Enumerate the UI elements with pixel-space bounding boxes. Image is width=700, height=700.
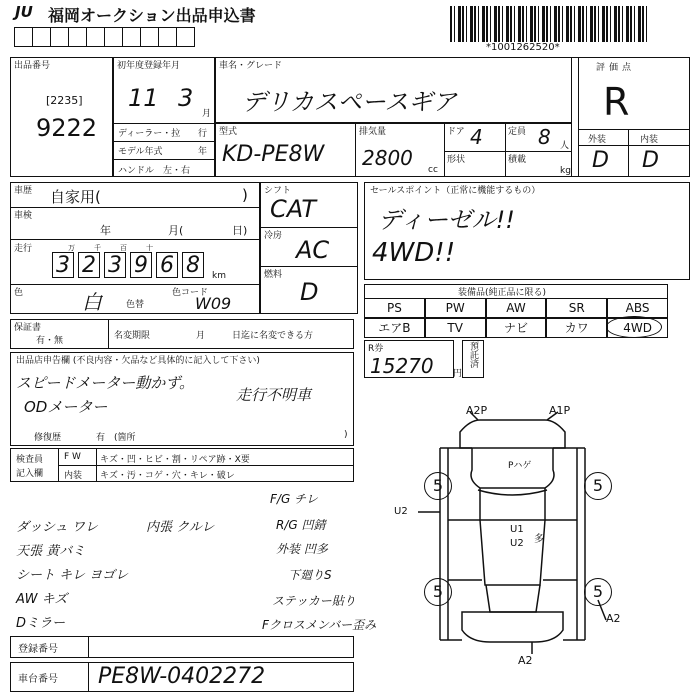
equipment-4wd-circle <box>606 316 662 338</box>
inspector-left-note: 天張 黄バミ <box>16 544 86 559</box>
equipment-item: エアB <box>364 318 425 338</box>
mileage-unit: km <box>212 271 226 281</box>
diagram-phage: Pハゲ <box>508 461 532 471</box>
grade-value: R <box>603 80 630 124</box>
diagram-a2-bottom: A2 <box>518 654 533 667</box>
exterior-label: 外装 <box>588 135 607 145</box>
inspector-right-note: ステッカー貼り <box>272 594 356 608</box>
interior-label: 内装 <box>640 135 659 145</box>
mileage-unit-mark: 百 <box>120 244 127 252</box>
tire-circle-rear-right: 5 <box>584 578 612 606</box>
inspection-month: 月( <box>168 224 184 237</box>
first-reg-month-unit: 月 <box>202 109 212 119</box>
equipment-item: PW <box>425 298 486 318</box>
entry-boxes <box>14 27 195 47</box>
barcode-number: *1001262520* <box>486 42 560 53</box>
barcode <box>450 6 650 42</box>
color-change-label: 色替 <box>126 300 145 310</box>
in-text: キズ・汚・コゲ・穴・キレ・破レ <box>100 471 235 481</box>
inspector-label-1: 検査員 <box>16 455 44 465</box>
cc-value: 2800 <box>362 146 413 170</box>
tire-circle-front-left: 5 <box>424 472 452 500</box>
first-reg-year: 11 <box>128 84 159 112</box>
model-value: KD-PE8W <box>222 142 325 167</box>
repair-close: ) <box>344 430 348 440</box>
inspection-day: 日) <box>232 224 248 237</box>
fw-label: F W <box>64 452 81 462</box>
repair-label: 修復歴 <box>34 433 62 443</box>
cc-label: 排気量 <box>359 127 387 137</box>
middle-note: 内張 クルレ <box>146 520 215 535</box>
diagram-a1p: A1P <box>549 404 571 417</box>
inspection-label: 車検 <box>14 211 33 221</box>
mileage-unit-mark: 万 <box>68 244 75 252</box>
handle-label: ハンドル 左・右 <box>118 166 191 176</box>
logo: JU <box>15 3 33 21</box>
recycle-unit: 円 <box>453 369 463 379</box>
inspector-left-note: AW キズ <box>16 592 68 607</box>
mileage-digit: 3 <box>52 252 74 278</box>
grade-label: 評価点 <box>596 63 636 73</box>
inspector-left-note: ダッシュ ワレ <box>16 520 98 535</box>
warranty-label: 保証書 <box>14 323 42 333</box>
mileage-digit: 6 <box>156 252 178 278</box>
inspector-label-2: 記入欄 <box>16 469 44 479</box>
sales-point-line2: 4WD!! <box>372 238 456 268</box>
ac-value: AC <box>296 236 330 264</box>
deposit-label: 預託済 <box>468 341 478 368</box>
equipment-item: ナビ <box>486 318 547 338</box>
inspector-right-note: Fクロスメンバー歪み <box>262 618 377 632</box>
cc-unit: cc <box>428 165 438 175</box>
notes-label: 出品店申告欄 (不良内容・欠品など具体的に記入して下さい) <box>16 356 260 366</box>
tire-circle-front-right: 5 <box>584 472 612 500</box>
sales-point-line1: ディーゼル!! <box>378 206 515 234</box>
equipment-label: 装備品(純正品に限る) <box>458 288 547 298</box>
shape-label: 形状 <box>447 155 466 165</box>
capacity-unit: 人 <box>560 141 570 151</box>
dealer-label: ディーラー・拉 <box>118 129 181 139</box>
lot-label: 出品番号 <box>14 61 51 71</box>
color-code-value: W09 <box>195 294 232 313</box>
inspector-right-note: 下廻りS <box>288 568 332 582</box>
usage-value: 自家用( <box>50 188 101 206</box>
chassis-label: 車台番号 <box>18 674 58 685</box>
fuel-value: D <box>300 278 319 306</box>
load-label: 積載 <box>508 155 527 165</box>
lot-sub-number: [2235] <box>46 94 83 107</box>
inspector-right-note: F/G チレ <box>270 492 318 506</box>
color-code-label: 色コード <box>172 288 209 298</box>
inspector-left-note: シート キレ ヨゴレ <box>16 568 129 583</box>
recycle-value: 15270 <box>370 354 434 378</box>
expiry-label: 名変期限 <box>114 331 151 341</box>
lot-number: 9222 <box>36 114 98 142</box>
usage-label: 車歴 <box>14 186 33 196</box>
equipment-item: AW <box>486 298 547 318</box>
shift-label: シフト <box>264 186 292 196</box>
inspection-year: 年 <box>100 224 111 237</box>
first-reg-month: 3 <box>178 84 194 112</box>
expiry-notice: 日迄に名変できる方 <box>232 331 314 341</box>
notes-line2: ODメーター <box>24 398 108 416</box>
registration-label: 登録番号 <box>18 644 58 655</box>
registration-box <box>10 636 354 658</box>
mileage-unit-mark: 十 <box>146 244 153 252</box>
diagram-u2b: U2 <box>510 538 524 549</box>
equipment-item: ABS <box>607 298 668 318</box>
doors-value: 4 <box>470 125 483 149</box>
recycle-label: R券 <box>368 344 384 354</box>
inspector-left-note: Dミラー <box>16 616 66 631</box>
mileage-digit: 9 <box>130 252 152 278</box>
capacity-value: 8 <box>538 125 551 149</box>
mileage-unit-mark: 千 <box>94 244 101 252</box>
car-name-label: 車名・グレード <box>219 61 283 71</box>
first-reg-label: 初年度登録年月 <box>117 61 181 71</box>
ac-label: 冷房 <box>264 231 283 241</box>
fuel-label: 燃料 <box>264 270 283 280</box>
usage-close: ) <box>242 186 248 204</box>
equipment-item: TV <box>425 318 486 338</box>
diagram-a2-side: A2 <box>606 612 621 625</box>
color-value: 白 <box>82 290 102 314</box>
load-unit: kg <box>560 166 571 176</box>
form-title: 福岡オークション出品申込書 <box>48 6 256 25</box>
mileage-digit: 8 <box>182 252 204 278</box>
inspector-right-note: R/G 凹錆 <box>276 518 326 532</box>
notes-line1: スピードメーター動かず。 <box>16 374 195 392</box>
equipment-item: PS <box>364 298 425 318</box>
diagram-many: 多 <box>534 534 544 545</box>
equipment-item: 4WD <box>607 318 668 338</box>
doors-label: ドア <box>447 127 465 137</box>
model-year-unit: 年 <box>198 147 208 157</box>
diagram-a2p: A2P <box>466 404 488 417</box>
equipment-item: カワ <box>546 318 607 338</box>
dealer-mark: 行 <box>198 129 208 139</box>
exterior-value: D <box>592 148 609 173</box>
diagram-u2: U2 <box>394 506 408 517</box>
chassis-value: PE8W-0402272 <box>98 664 266 689</box>
model-label: 型式 <box>219 127 238 137</box>
notes-line3: 走行不明車 <box>236 386 312 404</box>
expiry-unit: 月 <box>196 331 206 341</box>
inspector-right-note: 外装 凹多 <box>276 542 328 556</box>
mileage-label: 走行 <box>14 244 33 254</box>
warranty-options: 有・無 <box>36 336 64 346</box>
in-label: 内装 <box>64 471 83 481</box>
capacity-label: 定員 <box>508 127 527 137</box>
sales-point-label: セールスポイント（正常に機能するもの） <box>370 186 541 196</box>
diagram-u1: U1 <box>510 524 524 535</box>
shift-value: CAT <box>270 195 317 223</box>
color-label: 色 <box>14 288 24 298</box>
fw-text: キズ・凹・ヒビ・割・リペア跡・X要 <box>100 455 250 465</box>
car-name-value: デリカスペースギア <box>242 88 457 116</box>
equipment-item: SR <box>546 298 607 318</box>
mileage-digit: 3 <box>104 252 126 278</box>
repair-options: 有 (箇所 <box>96 433 136 443</box>
mileage-digit: 2 <box>78 252 100 278</box>
tire-circle-rear-left: 5 <box>424 578 452 606</box>
model-year-label: モデル年式 <box>118 147 163 157</box>
interior-value: D <box>642 148 659 173</box>
